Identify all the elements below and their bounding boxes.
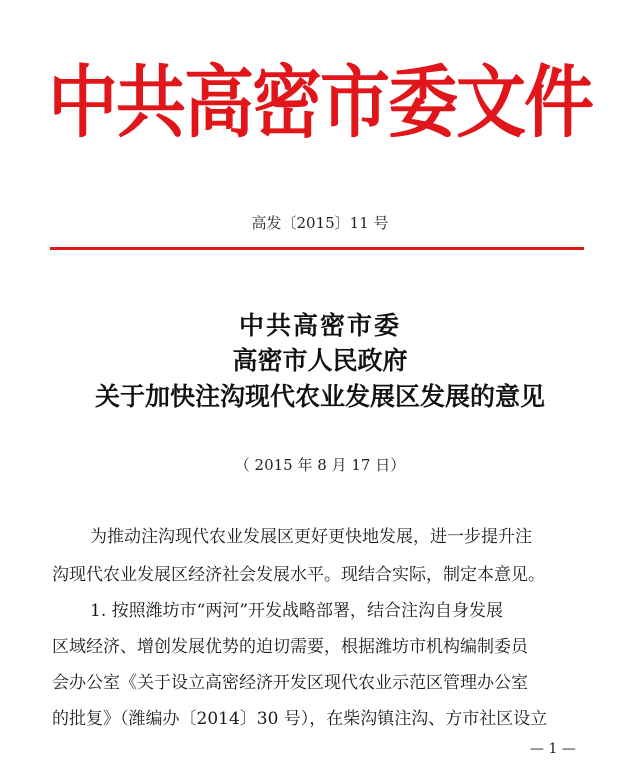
title-line-issuer-2: 高密市人民政府	[232, 346, 408, 375]
body-text-line: 为推动注沟现代农业发展区更好更快地发展，进一步提升注	[90, 527, 532, 547]
page-number: — 1 —	[530, 741, 576, 757]
title-line-issuer-1: 中共高密市委	[238, 311, 401, 340]
title-line-subject: 关于加快注沟现代农业发展区发展的意见	[94, 382, 545, 411]
red-divider-line	[50, 247, 584, 250]
body-text-line: 会办公室《关于设立高密经济开发区现代农业示范区管理办公室	[52, 673, 528, 693]
document-number: 高发〔2015〕11 号	[251, 214, 389, 232]
masthead-title: 中共高密市委文件	[48, 56, 592, 149]
body-text-line: 区域经济、增创发展优势的迫切需要，根据潍坊市机构编制委员	[52, 637, 528, 657]
issue-date: （ 2015 年 8 月 17 日）	[234, 456, 406, 474]
body-text-line: 沟现代农业发展区经济社会发展水平。现结合实际，制定本意见。	[52, 565, 545, 585]
body-text-line: 1. 按照潍坊市“两河”开发战略部署，结合注沟自身发展	[90, 601, 504, 621]
body-text-line: 的批复》（潍编办〔2014〕30 号），在柴沟镇注沟、方市社区设立	[52, 709, 548, 729]
